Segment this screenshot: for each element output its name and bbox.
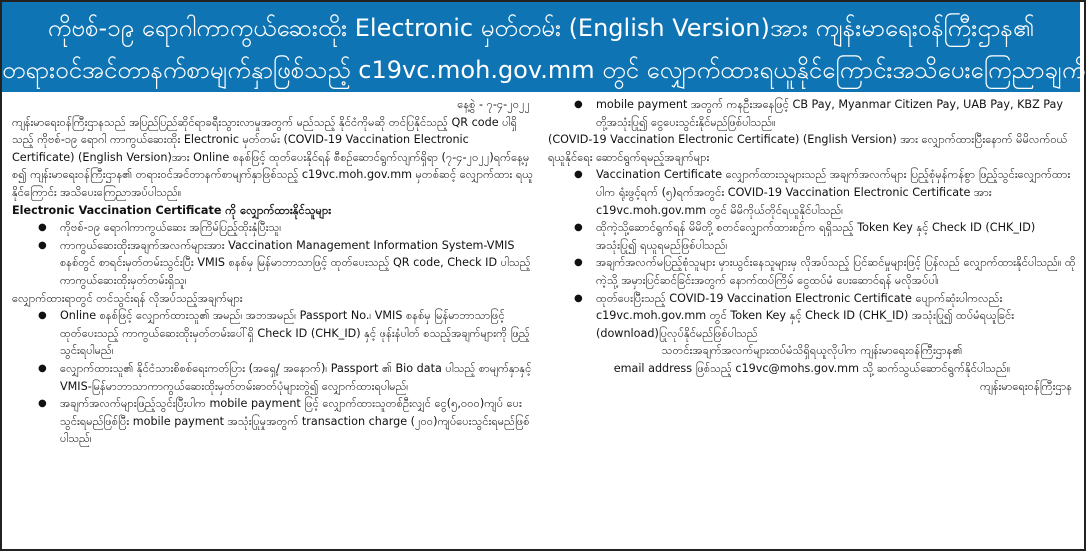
- section1-list: [12, 219, 534, 289]
- notice-date: နေ့စွဲ - ၇-၄-၂၀၂၂: [457, 98, 530, 111]
- signature: ကျန်းမာရေးဝန်ကြီးဌာန: [979, 379, 1072, 393]
- section2-list-continued: [548, 96, 1076, 131]
- list-item: ● ထုတ်ပေးပြီးသည့် COVID-19 Vaccination Electronic Certificate ပျောက်ဆုံးပါကလည်း c19vc.moh.gov.mm တွင် Token Key နှင့် Check ID (CHK_ID) အသုံးပြု၍ ထပ်မံရယူခြင်း (download)ပြုလုပ်နိုင်မည်ဖြစ်ပါသည်: [548, 290, 1076, 343]
- notice-header: [2, 2, 1086, 92]
- header-line-1: ကိုဗစ်-၁၉ ရောဂါကာကွယ်ဆေးထိုး Electronic မှတ်တမ်း (English Version)အား ကျန်းမာရေးဝန်ကြီးဌာန၏: [47, 14, 1035, 42]
- header-line-2: တရားဝင်အင်တာနက်စာမျက်နှာဖြစ်သည့် c19vc.moh.gov.mm တွင် လျှောက်ထားရယူနိုင်ကြောင်းအသိပေးကြေညာချက်: [2, 56, 1086, 84]
- left-column: [12, 96, 534, 448]
- list-item: ● အချက်အလက်မပြည့်စုံသူများ မှားယွင်းနေသူများမှ လိုအပ်သည့် ပြင်ဆင်မှုများဖြင့် ပြန်လည် လျှောက်ထားနိုင်ပါသည်။ ထိုကဲ့သို့ အမှားပြင်ဆင်ခြင်းအတွက် နောက်ထပ်ကြိမ် ငွေထပ်မံ ပေးဆောင်ရန် မလိုအပ်ပါ၊: [548, 254, 1076, 289]
- right-column: [548, 96, 1076, 395]
- section1-title: Electronic Vaccination Certificate ကို လျှောက်ထားနိုင်သူများ: [12, 203, 332, 217]
- contact-line-2: email address ဖြစ်သည့် c19vc@mohs.gov.mm သို့ ဆက်သွယ်ဆောင်ရွက်နိုင်ပါသည်။: [613, 361, 1011, 375]
- section3-list: [548, 166, 1076, 342]
- list-item: ● အချက်အလက်များဖြည့်သွင်းပြီးပါက mobile payment ဖြင့် လျှောက်ထားသူတစ်ဦးလျှင် ငွေ(၅,၀၀၀)ကျပ် ပေးသွင်းရမည်ဖြစ်ပြီး mobile payment အသုံးပြုမှုအတွက် transaction charge (၂၀၀)ကျပ်ပေးသွင်းရမည်ဖြစ်ပါသည်၊: [12, 395, 534, 448]
- list-item: ● ကိုဗစ်-၁၉ ရောဂါကာကွယ်ဆေး အကြိမ်ပြည့်ထိုးနှံပြီးသူ၊: [12, 219, 534, 237]
- section3-title: (COVID-19 Vaccination Electronic Certificate) (English Version) အား လျှောက်ထားပြီးနောက် မိမိလက်ဝယ်ရယူနိုင်ရေး ဆောင်ရွက်ရမည့်အချက်များ: [548, 133, 1068, 164]
- section2-list: [12, 307, 534, 448]
- list-item: ● Online စနစ်ဖြင့် လျှောက်ထားသူ၏ အမည်၊ အဘအမည်၊ Passport No.၊ VMIS စနစ်မှ မြန်မာဘာသာဖြင့် ထုတ်ပေးသည့် ကာကွယ်ဆေးထိုးမှတ်တမ်းပေါ်ရှိ Check ID (CHK_ID) နှင့် ဖုန်းနံပါတ် စသည့်အချက်များကို ဖြည့်သွင်းရပါမည်၊: [12, 307, 534, 360]
- list-item: ● ထိုကဲ့သို့ဆောင်ရွက်ရန် မိမိတို့ စတင်လျှောက်ထားစဉ်က ရရှိသည့် Token Key နှင့် Check ID (CHK_ID) အသုံးပြု၍ ရယူရမည်ဖြစ်ပါသည်၊: [548, 219, 1076, 254]
- list-item: ● လျှောက်ထားသူ၏ နိုင်ငံသားစိစစ်ရေးကတ်ပြား (အရှေ့/ အနောက်)၊ Passport ၏ Bio data ပါသည့် စာမျက်နှာနှင့် VMIS-မြန်မာဘာသာကာကွယ်ဆေးထိုးမှတ်တမ်းဓာတ်ပုံများတွဲ၍ လျှောက်ထားရပါမည်၊: [12, 360, 534, 395]
- section2-title: လျှောက်ထားရာတွင် တင်သွင်းရန် လိုအပ်သည့်အချက်များ: [12, 291, 243, 305]
- contact-line-1: သတင်းအချက်အလက်များထပ်မံသိရှိရယူလိုပါက ကျန်းမာရေးဝန်ကြီးဌာန၏: [661, 344, 963, 358]
- list-item: ● ကာကွယ်ဆေးထိုးအချက်အလက်များအား Vaccination Management Information System-VMIS စနစ်တွင် စာရင်းမှတ်တမ်းသွင်းပြီး VMIS စနစ်မှ မြန်မာဘာသာဖြင့် ထုတ်ပေးသည့် QR code, Check ID ပါသည့် ကာကွယ်ဆေးထိုးမှတ်တမ်းရှိသူ၊: [12, 237, 534, 290]
- list-item: ● Vaccination Certificate လျှောက်ထားသူများသည် အချက်အလက်များ ပြည့်စုံမှန်ကန်စွာ ဖြည့်သွင်းလျှောက်ထားပါက ရုံးဖွင့်ရက် (၅)ရက်အတွင်း COVID-19 Vaccination Electronic Certificate အား c19vc.moh.gov.mm တွင် မိမိကိုယ်တိုင်ရယူနိုင်ပါသည်၊: [548, 166, 1076, 219]
- list-item: ● mobile payment အတွက် ကနဦးအနေဖြင့် CB Pay, Myanmar Citizen Pay, UAB Pay, KBZ Pay တို့အသုံးပြု၍ ငွေပေးသွင်းနိုင်မည်ဖြစ်ပါသည်။: [548, 96, 1076, 131]
- intro-paragraph: ကျန်းမာရေးဝန်ကြီးဌာနသည် အပြည်ပြည်ဆိုင်ရာခရီးသွားလာမှုအတွက် မည်သည့် နိုင်ငံကိုမဆို တင်ပြနိုင်သည့် QR code ပါရှိသည့် ကိုဗစ်-၁၉ ရောဂါ ကာကွယ်ဆေးထိုး Electronic မှတ်တမ်း (COVID-19 Vaccination Electronic Certificate) (English Version)အား Online စနစ်ဖြင့် ထုတ်ပေးနိုင်ရန် စီစဉ်ဆောင်ရွက်လျက်ရှိရာ (၇-၄-၂၀၂၂)ရက်နေ့မှစ၍ ကျန်းမာရေးဝန်ကြီးဌာန၏ တရားဝင်အင်တာနက်စာမျက်နှာဖြစ်သည့် c19vc.moh.gov.mm မှတစ်ဆင့် လျှောက်ထား ရယူနိုင်ကြောင်း အသိပေးကြေညာအပ်ပါသည်။: [12, 115, 534, 199]
